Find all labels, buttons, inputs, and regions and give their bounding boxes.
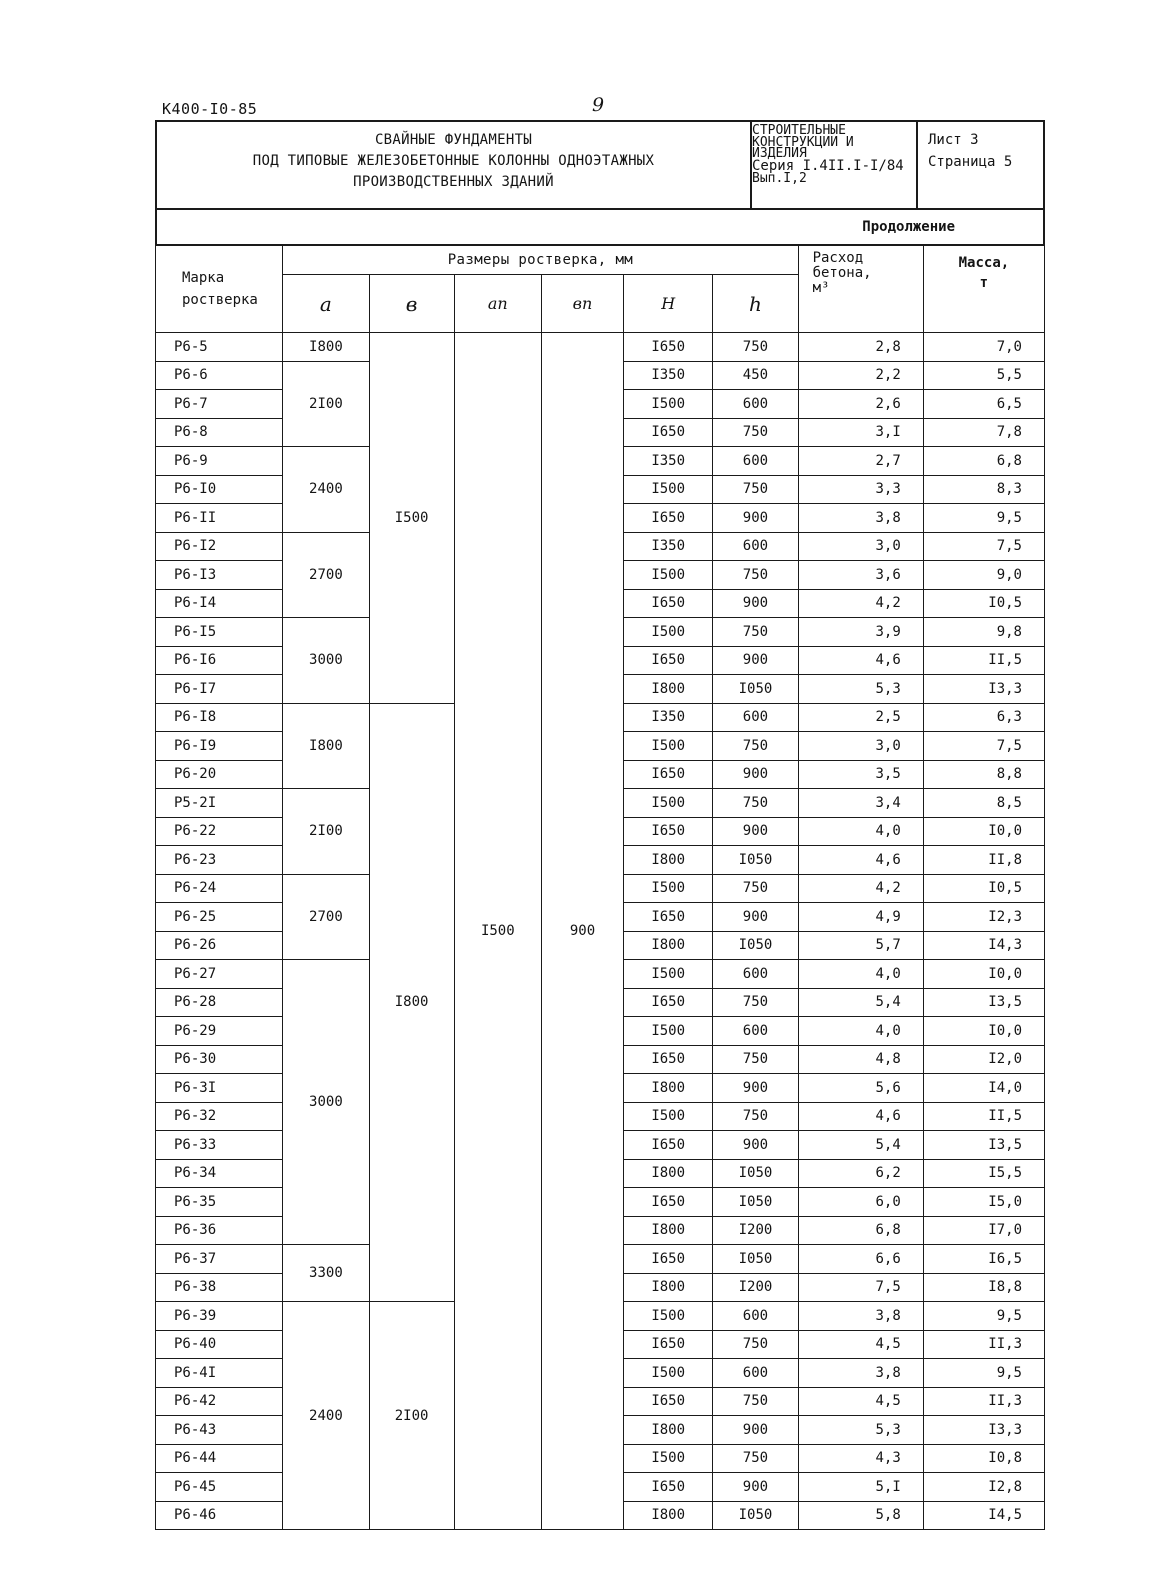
cell-b: I800 bbox=[369, 703, 454, 1302]
cell-mark: Р6-27 bbox=[156, 960, 283, 989]
cell-h: 750 bbox=[713, 618, 798, 647]
cell-mark: Р6-5 bbox=[156, 333, 283, 362]
cell-mark: Р6-32 bbox=[156, 1102, 283, 1131]
cell-mass: 7,0 bbox=[923, 333, 1044, 362]
cell-concrete: 6,6 bbox=[798, 1245, 923, 1274]
cell-H: I800 bbox=[624, 1074, 713, 1103]
cell-mass: I2,3 bbox=[923, 903, 1044, 932]
cell-mark: Р6-I4 bbox=[156, 589, 283, 618]
cell-mark: Р6-42 bbox=[156, 1387, 283, 1416]
cell-mass: II,5 bbox=[923, 646, 1044, 675]
cell-H: I650 bbox=[624, 817, 713, 846]
cell-H: I800 bbox=[624, 675, 713, 704]
header-a: a bbox=[283, 275, 369, 333]
cell-h: 750 bbox=[713, 1330, 798, 1359]
cell-H: I350 bbox=[624, 532, 713, 561]
cell-h: 600 bbox=[713, 703, 798, 732]
cell-H: I650 bbox=[624, 646, 713, 675]
header-concrete-unit: м³ bbox=[812, 280, 830, 296]
cell-concrete: 3,6 bbox=[798, 561, 923, 590]
cell-h: I050 bbox=[713, 931, 798, 960]
cell-mass: 9,0 bbox=[923, 561, 1044, 590]
cell-h: 750 bbox=[713, 561, 798, 590]
cell-H: I500 bbox=[624, 732, 713, 761]
cell-mark: Р6-24 bbox=[156, 874, 283, 903]
cell-an: I500 bbox=[454, 333, 541, 1530]
header-b: в bbox=[369, 275, 454, 333]
cell-a: 2700 bbox=[283, 874, 369, 960]
header-mass bbox=[923, 245, 1044, 333]
cell-H: I350 bbox=[624, 447, 713, 476]
series-line-3: ИЗДЕЛИЯ bbox=[752, 146, 807, 161]
cell-concrete: 6,8 bbox=[798, 1216, 923, 1245]
cell-H: I500 bbox=[624, 1017, 713, 1046]
cell-mass: I0,5 bbox=[923, 874, 1044, 903]
cell-H: I800 bbox=[624, 1416, 713, 1445]
cell-mass: 7,5 bbox=[923, 732, 1044, 761]
cell-h: I050 bbox=[713, 1159, 798, 1188]
title-main bbox=[157, 122, 752, 208]
header-mass-unit: т bbox=[979, 275, 989, 291]
cell-H: I650 bbox=[624, 1131, 713, 1160]
cell-H: I650 bbox=[624, 418, 713, 447]
cell-h: 900 bbox=[713, 1074, 798, 1103]
cell-mass: I3,3 bbox=[923, 1416, 1044, 1445]
cell-mark: Р6-23 bbox=[156, 846, 283, 875]
cell-H: I350 bbox=[624, 703, 713, 732]
cell-mark: Р6-9 bbox=[156, 447, 283, 476]
cell-concrete: 6,2 bbox=[798, 1159, 923, 1188]
cell-H: I650 bbox=[624, 903, 713, 932]
cell-H: I500 bbox=[624, 561, 713, 590]
cell-mark: Р6-39 bbox=[156, 1302, 283, 1331]
cell-a: 2400 bbox=[283, 447, 369, 533]
cell-concrete: 5,3 bbox=[798, 1416, 923, 1445]
cell-mass: II,8 bbox=[923, 846, 1044, 875]
cell-H: I650 bbox=[624, 589, 713, 618]
cell-a: 2700 bbox=[283, 532, 369, 618]
cell-concrete: 2,8 bbox=[798, 333, 923, 362]
cell-h: 750 bbox=[713, 475, 798, 504]
cell-mass: II,3 bbox=[923, 1330, 1044, 1359]
cell-concrete: 3,0 bbox=[798, 532, 923, 561]
cell-concrete: 5,8 bbox=[798, 1501, 923, 1530]
cell-mark: Р6-43 bbox=[156, 1416, 283, 1445]
cell-H: I800 bbox=[624, 931, 713, 960]
cell-bn: 900 bbox=[541, 333, 623, 1530]
cell-h: I200 bbox=[713, 1216, 798, 1245]
title-line-1: СВАЙНЫЕ ФУНДАМЕНТЫ bbox=[374, 132, 533, 148]
cell-h: 600 bbox=[713, 390, 798, 419]
header-marka-line-2: ростверка bbox=[182, 291, 258, 308]
series-line-4: Серия I.4II.I-I/84 bbox=[752, 157, 904, 174]
cell-h: 750 bbox=[713, 732, 798, 761]
cell-mark: Р6-I5 bbox=[156, 618, 283, 647]
cell-h: 750 bbox=[713, 874, 798, 903]
cell-h: I050 bbox=[713, 1188, 798, 1217]
cell-h: 900 bbox=[713, 589, 798, 618]
cell-mark: Р6-I9 bbox=[156, 732, 283, 761]
cell-mass: 7,8 bbox=[923, 418, 1044, 447]
cell-H: I500 bbox=[624, 1359, 713, 1388]
cell-concrete: 5,I bbox=[798, 1473, 923, 1502]
cell-mark: Р6-7 bbox=[156, 390, 283, 419]
cell-mass: I3,5 bbox=[923, 1131, 1044, 1160]
cell-mark: Р6-I0 bbox=[156, 475, 283, 504]
cell-mass: 7,5 bbox=[923, 532, 1044, 561]
cell-concrete: 5,6 bbox=[798, 1074, 923, 1103]
cell-a: 2I00 bbox=[283, 361, 369, 447]
cell-concrete: 4,2 bbox=[798, 874, 923, 903]
cell-mark: Р6-29 bbox=[156, 1017, 283, 1046]
cell-mark: Р6-28 bbox=[156, 988, 283, 1017]
cell-mark: Р6-20 bbox=[156, 760, 283, 789]
cell-h: 900 bbox=[713, 760, 798, 789]
cell-b: 2I00 bbox=[369, 1302, 454, 1530]
cell-a: 3300 bbox=[283, 1245, 369, 1302]
cell-concrete: 3,5 bbox=[798, 760, 923, 789]
cell-mark: Р6-I8 bbox=[156, 703, 283, 732]
cell-H: I650 bbox=[624, 1188, 713, 1217]
cell-mass: I4,5 bbox=[923, 1501, 1044, 1530]
cell-h: 900 bbox=[713, 504, 798, 533]
cell-concrete: 3,9 bbox=[798, 618, 923, 647]
cell-h: 600 bbox=[713, 1359, 798, 1388]
cell-H: I650 bbox=[624, 1045, 713, 1074]
cell-H: I650 bbox=[624, 333, 713, 362]
cell-mass: I2,8 bbox=[923, 1473, 1044, 1502]
cell-h: 750 bbox=[713, 789, 798, 818]
cell-concrete: 4,5 bbox=[798, 1387, 923, 1416]
sheet-info bbox=[918, 122, 1045, 208]
cell-H: I500 bbox=[624, 1102, 713, 1131]
cell-concrete: 5,4 bbox=[798, 1131, 923, 1160]
cell-concrete: 2,5 bbox=[798, 703, 923, 732]
cell-H: I650 bbox=[624, 1330, 713, 1359]
cell-mark: Р6-38 bbox=[156, 1273, 283, 1302]
cell-mark: Р6-I2 bbox=[156, 532, 283, 561]
rostverk-table bbox=[155, 244, 1045, 1530]
cell-concrete: 4,6 bbox=[798, 1102, 923, 1131]
cell-h: 750 bbox=[713, 1102, 798, 1131]
cell-mark: Р6-6 bbox=[156, 361, 283, 390]
cell-H: I500 bbox=[624, 390, 713, 419]
cell-mass: 8,3 bbox=[923, 475, 1044, 504]
header-marka-line-1: Марка bbox=[182, 269, 225, 286]
cell-mark: Р6-30 bbox=[156, 1045, 283, 1074]
cell-h: 750 bbox=[713, 1444, 798, 1473]
title-line-2: ПОД ТИПОВЫЕ ЖЕЛЕЗОБЕТОННЫЕ КОЛОННЫ ОДНОЭТАЖНЫХ bbox=[252, 153, 655, 169]
cell-mass: 6,8 bbox=[923, 447, 1044, 476]
cell-h: 750 bbox=[713, 333, 798, 362]
cell-mass: II,5 bbox=[923, 1102, 1044, 1131]
table-row bbox=[156, 333, 1045, 362]
cell-mass: I7,0 bbox=[923, 1216, 1044, 1245]
cell-H: I500 bbox=[624, 874, 713, 903]
cell-h: 900 bbox=[713, 1131, 798, 1160]
cell-concrete: 3,8 bbox=[798, 1359, 923, 1388]
cell-concrete: 7,5 bbox=[798, 1273, 923, 1302]
cell-mark: Р6-4I bbox=[156, 1359, 283, 1388]
header-h: h bbox=[713, 275, 798, 333]
cell-H: I800 bbox=[624, 1216, 713, 1245]
cell-h: 900 bbox=[713, 646, 798, 675]
cell-h: 900 bbox=[713, 1416, 798, 1445]
cell-mark: Р6-II bbox=[156, 504, 283, 533]
document-code: К400-I0-85 bbox=[162, 100, 258, 118]
cell-mass: 5,5 bbox=[923, 361, 1044, 390]
cell-mass: I0,0 bbox=[923, 960, 1044, 989]
cell-H: I650 bbox=[624, 504, 713, 533]
cell-mark: Р6-36 bbox=[156, 1216, 283, 1245]
header-an: aп bbox=[454, 275, 541, 333]
cell-h: I050 bbox=[713, 846, 798, 875]
cell-h: I050 bbox=[713, 1501, 798, 1530]
cell-mass: I8,8 bbox=[923, 1273, 1044, 1302]
cell-concrete: 3,I bbox=[798, 418, 923, 447]
cell-mass: 9,8 bbox=[923, 618, 1044, 647]
title-line-3: ПРОИЗВОДСТВЕННЫХ ЗДАНИЙ bbox=[353, 174, 554, 190]
table-body bbox=[156, 333, 1045, 1530]
cell-mass: I6,5 bbox=[923, 1245, 1044, 1274]
cell-concrete: 2,6 bbox=[798, 390, 923, 419]
cell-mark: Р6-I6 bbox=[156, 646, 283, 675]
cell-mark: Р6-44 bbox=[156, 1444, 283, 1473]
cell-concrete: 4,5 bbox=[798, 1330, 923, 1359]
cell-H: I800 bbox=[624, 1159, 713, 1188]
cell-concrete: 4,8 bbox=[798, 1045, 923, 1074]
continuation-bar bbox=[155, 208, 1045, 246]
cell-h: 600 bbox=[713, 1302, 798, 1331]
cell-h: 600 bbox=[713, 532, 798, 561]
cell-concrete: 3,8 bbox=[798, 1302, 923, 1331]
cell-h: 750 bbox=[713, 988, 798, 1017]
cell-mass: I3,5 bbox=[923, 988, 1044, 1017]
cell-mass: 9,5 bbox=[923, 1302, 1044, 1331]
title-block bbox=[155, 120, 1045, 210]
cell-h: 750 bbox=[713, 418, 798, 447]
cell-mark: Р6-45 bbox=[156, 1473, 283, 1502]
series-line-2: КОНСТРУКЦИИ И bbox=[752, 134, 854, 150]
cell-concrete: 4,6 bbox=[798, 846, 923, 875]
cell-mark: Р6-8 bbox=[156, 418, 283, 447]
cell-concrete: 5,4 bbox=[798, 988, 923, 1017]
cell-concrete: 3,4 bbox=[798, 789, 923, 818]
cell-H: I650 bbox=[624, 760, 713, 789]
cell-mass: 8,5 bbox=[923, 789, 1044, 818]
cell-h: I050 bbox=[713, 1245, 798, 1274]
cell-H: I650 bbox=[624, 1473, 713, 1502]
cell-h: 750 bbox=[713, 1045, 798, 1074]
cell-concrete: 4,0 bbox=[798, 1017, 923, 1046]
cell-mass: I0,0 bbox=[923, 817, 1044, 846]
cell-h: I050 bbox=[713, 675, 798, 704]
page-label: Страница 5 bbox=[928, 154, 1013, 170]
cell-mass: I4,0 bbox=[923, 1074, 1044, 1103]
cell-concrete: 5,7 bbox=[798, 931, 923, 960]
cell-concrete: 3,0 bbox=[798, 732, 923, 761]
cell-h: 750 bbox=[713, 1387, 798, 1416]
cell-h: 600 bbox=[713, 1017, 798, 1046]
cell-mass: I5,5 bbox=[923, 1159, 1044, 1188]
cell-concrete: 2,2 bbox=[798, 361, 923, 390]
cell-concrete: 6,0 bbox=[798, 1188, 923, 1217]
cell-H: I800 bbox=[624, 1273, 713, 1302]
series-line-5: Вып.I,2 bbox=[752, 170, 807, 186]
series-line-1: СТРОИТЕЛЬНЫЕ bbox=[752, 123, 846, 138]
cell-H: I500 bbox=[624, 618, 713, 647]
cell-h: 900 bbox=[713, 1473, 798, 1502]
cell-concrete: 4,2 bbox=[798, 589, 923, 618]
cell-H: I650 bbox=[624, 1245, 713, 1274]
cell-mark: Р6-25 bbox=[156, 903, 283, 932]
sheet-label: Лист 3 bbox=[928, 132, 979, 148]
cell-mark: Р6-40 bbox=[156, 1330, 283, 1359]
cell-H: I800 bbox=[624, 1501, 713, 1530]
cell-mark: Р6-46 bbox=[156, 1501, 283, 1530]
cell-mass: I0,5 bbox=[923, 589, 1044, 618]
cell-H: I650 bbox=[624, 988, 713, 1017]
cell-mark: Р5-2I bbox=[156, 789, 283, 818]
cell-concrete: 4,0 bbox=[798, 817, 923, 846]
cell-a: I800 bbox=[283, 333, 369, 362]
cell-mass: I5,0 bbox=[923, 1188, 1044, 1217]
cell-mark: Р6-22 bbox=[156, 817, 283, 846]
cell-mass: 6,5 bbox=[923, 390, 1044, 419]
cell-mass: I2,0 bbox=[923, 1045, 1044, 1074]
cell-mark: Р6-I3 bbox=[156, 561, 283, 590]
header-bn: вп bbox=[541, 275, 623, 333]
cell-concrete: 4,3 bbox=[798, 1444, 923, 1473]
cell-mass: 9,5 bbox=[923, 1359, 1044, 1388]
header-sizes: Размеры ростверка, мм bbox=[283, 245, 798, 275]
header-marka bbox=[156, 245, 283, 333]
cell-H: I500 bbox=[624, 960, 713, 989]
header-concrete bbox=[798, 245, 923, 333]
cell-concrete: 3,8 bbox=[798, 504, 923, 533]
cell-mass: I4,3 bbox=[923, 931, 1044, 960]
header-mass-line-1: Масса, bbox=[958, 255, 1010, 271]
cell-h: 900 bbox=[713, 903, 798, 932]
cell-a: I800 bbox=[283, 703, 369, 789]
cell-mark: Р6-26 bbox=[156, 931, 283, 960]
cell-H: I800 bbox=[624, 846, 713, 875]
cell-mass: 9,5 bbox=[923, 504, 1044, 533]
continuation-label: Продолжение bbox=[862, 219, 955, 235]
cell-mass: II,3 bbox=[923, 1387, 1044, 1416]
cell-concrete: 4,6 bbox=[798, 646, 923, 675]
cell-mark: Р6-37 bbox=[156, 1245, 283, 1274]
cell-concrete: 4,0 bbox=[798, 960, 923, 989]
cell-a: 2400 bbox=[283, 1302, 369, 1530]
cell-h: 600 bbox=[713, 960, 798, 989]
cell-concrete: 5,3 bbox=[798, 675, 923, 704]
cell-h: 900 bbox=[713, 817, 798, 846]
cell-a: 2I00 bbox=[283, 789, 369, 875]
cell-a: 3000 bbox=[283, 618, 369, 704]
cell-mark: Р6-33 bbox=[156, 1131, 283, 1160]
cell-mark: Р6-3I bbox=[156, 1074, 283, 1103]
cell-mark: Р6-34 bbox=[156, 1159, 283, 1188]
cell-h: 600 bbox=[713, 447, 798, 476]
cell-mass: I0,0 bbox=[923, 1017, 1044, 1046]
cell-mass: 6,3 bbox=[923, 703, 1044, 732]
header-concrete-line-2: бетона, bbox=[812, 265, 872, 281]
header-concrete-line-1: Расход bbox=[812, 250, 864, 266]
cell-H: I650 bbox=[624, 1387, 713, 1416]
cell-a: 3000 bbox=[283, 960, 369, 1245]
page-number: 9 bbox=[592, 94, 605, 116]
cell-h: 450 bbox=[713, 361, 798, 390]
cell-H: I500 bbox=[624, 1444, 713, 1473]
cell-mass: I0,8 bbox=[923, 1444, 1044, 1473]
cell-H: I500 bbox=[624, 789, 713, 818]
cell-mark: Р6-I7 bbox=[156, 675, 283, 704]
cell-mass: I3,3 bbox=[923, 675, 1044, 704]
cell-H: I500 bbox=[624, 1302, 713, 1331]
cell-H: I500 bbox=[624, 475, 713, 504]
cell-mark: Р6-35 bbox=[156, 1188, 283, 1217]
cell-H: I350 bbox=[624, 361, 713, 390]
cell-concrete: 2,7 bbox=[798, 447, 923, 476]
cell-mass: 8,8 bbox=[923, 760, 1044, 789]
cell-concrete: 4,9 bbox=[798, 903, 923, 932]
header-H: Н bbox=[624, 275, 713, 333]
cell-b: I500 bbox=[369, 333, 454, 704]
series-info bbox=[750, 122, 918, 208]
cell-h: I200 bbox=[713, 1273, 798, 1302]
cell-concrete: 3,3 bbox=[798, 475, 923, 504]
